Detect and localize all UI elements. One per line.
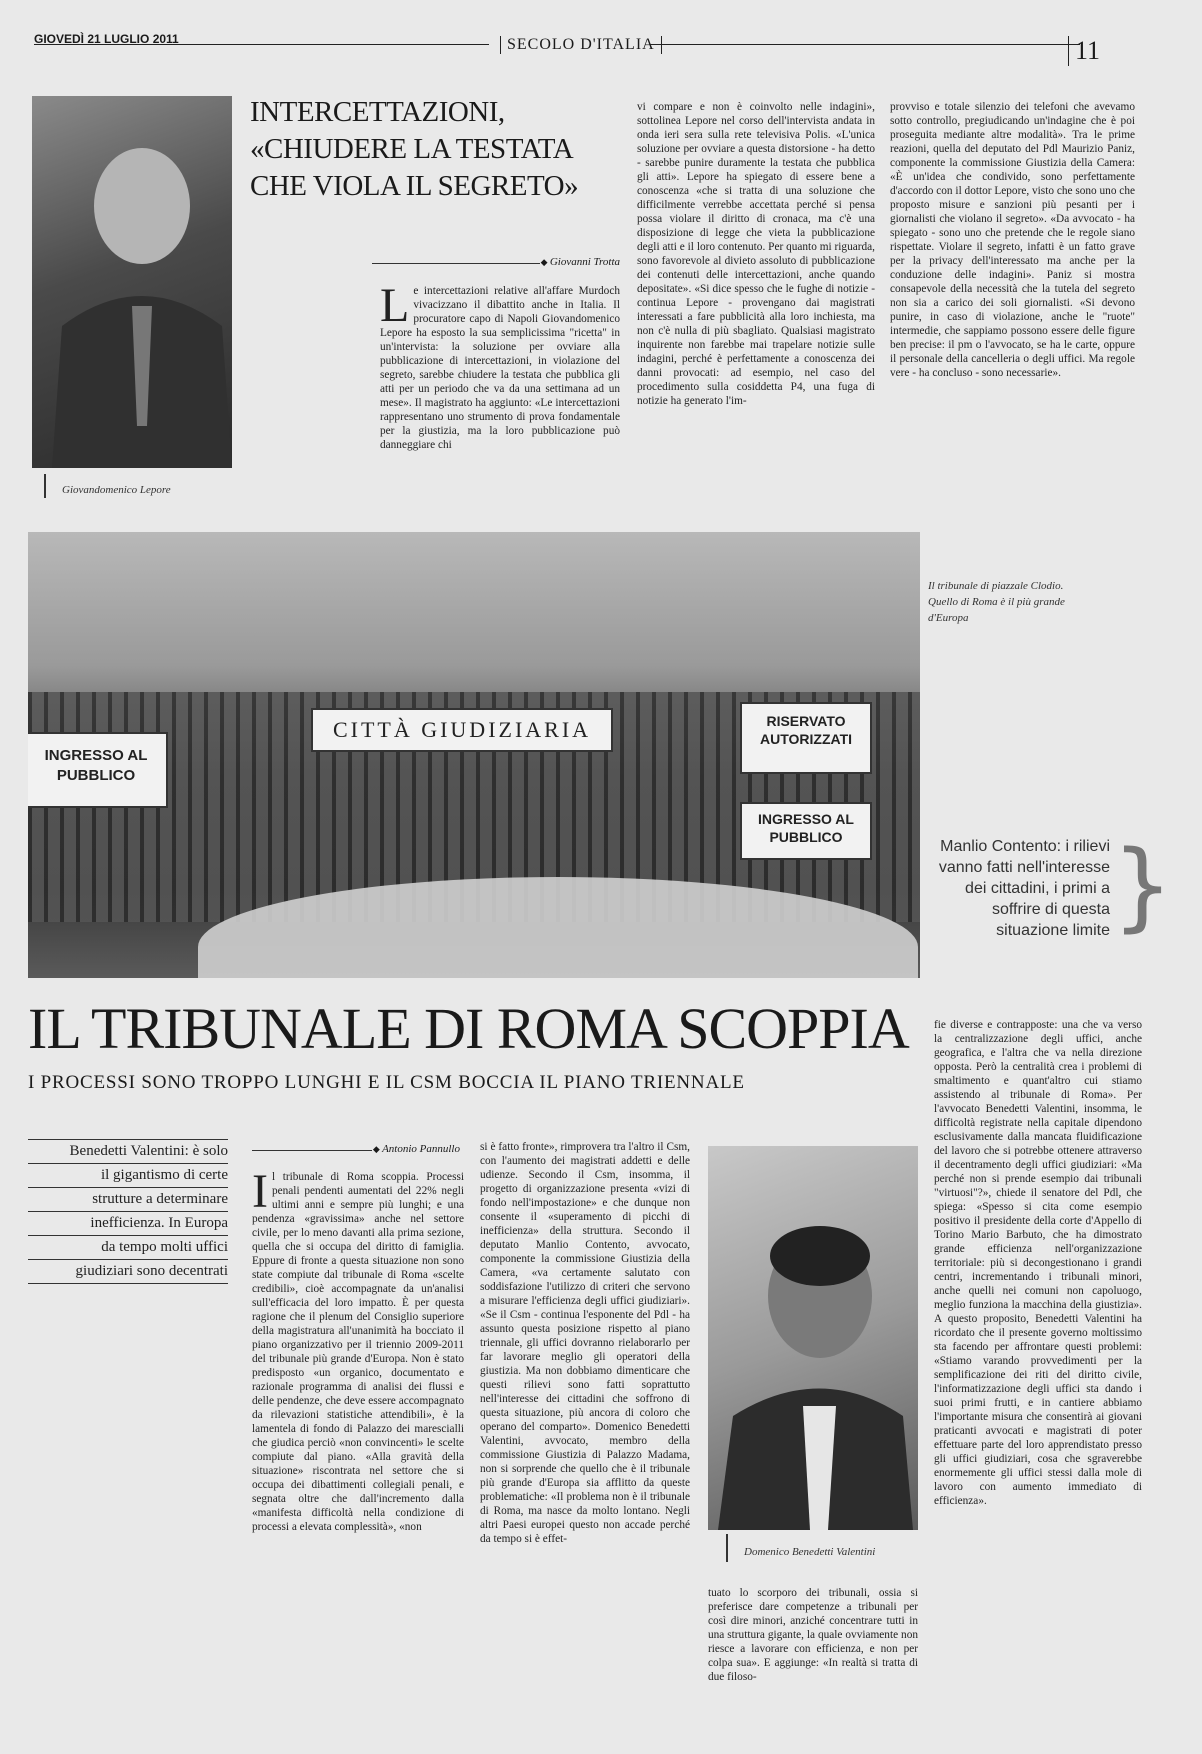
article2-subheadline: I PROCESSI SONO TROPPO LUNGHI E IL CSM BOCCIA IL PIANO TRIENNALE: [28, 1072, 745, 1093]
issue-date: GIOVEDÌ 21 LUGLIO 2011: [34, 32, 179, 46]
article2-col1-text: l tribunale di Roma scoppia. Processi penali pendenti aumentati del 22% negli ultimi anni e sempre più lunghi; e una pendenza «gravissima» anche nel settore civile, per lo meno davanti alla prima sezione, quella che si occupa del diritto di famiglia. Eppure di fronte a questa situazione non sono state compiute dal tribunale di Roma «scelte credibili», cioè accompagnate da un'analisi sull'efficacia del loro impatto. È per questa ragione che il plenum del Consiglio superiore della magistratura all'unanimità ha bocciato il piano organizzativo per il triennio 2009-2011 del tribunale più grande d'Europa. Non è stato predisposto «un organico, documentato e razionale programma di analisi dei flussi e delle pendenze, che deve essere accompagnato da rilevazioni statistiche attendibili», è la lamentela di fondo di Palazzo dei marescialli che giudica perciò «non convincenti» le scelte compiute dal piano. «Alla gravità della situazione» riscontrata nel settore che si occupa dei dibattimenti collegiali penali, e segnata oltre che dall'incremento dalla «manifesta difficoltà nella condizione di processi a elevata complessità», «non: [252, 1171, 464, 1533]
photo-caption-lepore: Giovandomenico Lepore: [62, 484, 171, 496]
article1-col2: [637, 100, 875, 506]
photo-caption-rule: [726, 1534, 728, 1562]
pullquote-line: giudiziari sono decentrati: [28, 1260, 228, 1284]
photo-caption-rule: [44, 474, 46, 498]
header-rule-left: [34, 44, 489, 45]
article2-byline: ◆ Antonio Pannullo: [330, 1143, 460, 1155]
article2-col2-text: si è fatto fronte», rimprovera tra l'altro il Csm, con l'aumento dei magistrati addetti e delle udienze. Secondo il Csm, insomma, il progetto di organizzazione presenta «vizi di fondo nell'impostazione» e che dunque non consente il «superamento di picchi di inefficienza» della struttura. Secondo il deputato Manlio Contento, avvocato, componente la commissione Giustizia della Camera, «va certamente salutato con soddisfazione l'utilizzo di criteri che servono a misurare l'efficienza degli uffici giudiziari». «Se il Csm - continua l'esponente del Pdl - ha assunto questa posizione rispetto al piano triennale, gli uffici dovranno rielaborarlo per far lavorare meglio gli operatori della giustizia. Ma non dobbiamo dimenticare che questi rilievi sono fatti soprattutto nell'interesse dei cittadini che soffrono di questa situazione, più ancora di coloro che operano del comparto». Domenico Benedetti Valentini, avvocato, membro della commissione Giustizia di Palazzo Madama, non si sorprende che quello che è il tribunale più grande d'Europa sia afflitto da queste problematiche: «Il problema non è il tribunale di Roma, ma nasce da molto lontano. Negli altri Paesi europei questo non accade perché da tempo si è effet-: [480, 1141, 690, 1545]
article2-pullquote: [28, 1139, 228, 1284]
sign-riservato: RISERVATO AUTORIZZATI: [740, 702, 872, 774]
page-number: 11: [1068, 36, 1100, 66]
article2-col3-text: tuato lo scorporo dei tribunali, ossia si preferisce dare competenze a tribunali per così dire minori, anziché concentrare tutti in una struttura gigante, la quale ovviamente non riesce a lavorare con efficienza, e non per colpa sua». E aggiunge: «In realtà si tratta di due filoso-: [708, 1587, 918, 1683]
article2-col4: [934, 1018, 1142, 1746]
article2-col2: [480, 1140, 690, 1746]
portrait-illustration: [32, 96, 232, 468]
photo-caption-benedetti: Domenico Benedetti Valentini: [744, 1546, 876, 1558]
pullquote-line: strutture a determinare: [28, 1188, 228, 1212]
pullquote-line: Benedetti Valentini: è solo: [28, 1139, 228, 1164]
article1-col3: [890, 100, 1135, 506]
byline-rule: [372, 263, 540, 264]
article1-col2-text: vi compare e non è coinvolto nelle indagini», sottolinea Lepore nel corso dell'intervista andata in onda ieri sera sulla rete televisiva Polis. «L'unica soluzione per ovviare a questa distorsione - ha detto - sarebbe punire duramente la testata che pubblica gli atti». Lepore ha spiegato di essere bene a conoscenza «che si tratta di una soluzione che difficilmente verrebbe accettata perché si pensa possa violare il diritto di cronaca, ma c'è una disposizione di legge che vieta la pubblicazione degli atti e il loro contenuto. Per quanto mi riguarda, sono favorevole al divieto assoluto di pubblicazione dei contenuti delle intercettazioni, anche quando depositate». «Si dice spesso che le fughe di notizie - continua Lepore - provengano dai magistrati interessati a fare pubblicità alla loro inchiesta, ma non c'è nulla di più sbagliato. Qualsiasi magistrato inquirente non farebbe mai trapelare notizie sulle indagini, perché è perfettamente a conoscenza dei danni provocati: ad esempio, nel caso del procedimento sulla cosiddetta P4, una fuga di notizie ha generato l'im-: [637, 101, 875, 407]
portrait-illustration: [708, 1146, 918, 1530]
photo-tribunale: [28, 532, 920, 978]
newspaper-name: SECOLO D'ITALIA: [500, 36, 662, 54]
sign-ingresso-left: INGRESSO AL PUBBLICO: [28, 732, 168, 808]
photo-lepore: [32, 96, 232, 468]
pullquote-line: il gigantismo di certe: [28, 1164, 228, 1188]
dropcap: I: [252, 1170, 268, 1218]
article2-col1: [252, 1170, 464, 1746]
article1-headline: INTERCETTAZIONI, «CHIUDERE LA TESTATA CHE VIOLA IL SEGRETO»: [250, 96, 579, 202]
sign-citta-giudiziaria: CITTÀ GIUDIZIARIA: [311, 708, 613, 752]
pullquote-line: inefficienza. In Europa: [28, 1212, 228, 1236]
article2-col3: [708, 1586, 918, 1746]
article2-col4-text: fie diverse e contrapposte: una che va verso la centralizzazione degli uffici, anche geografica, e l'altra che va nella direzione opposta. Però la centralità crea i problemi di smaltimento e quant'altro cui stiamo assistendo al tribunale di Roma». Per l'avvocato Benedetti Valentini, insomma, le difficoltà registrate nella capitale dipendono esclusivamente dalla mancata fluidificazione del lavoro che si potrebbe ottenere attraverso il decentramento degli uffici giudiziari: «Ma perché non si prende esempio dai tribunali "virtuosi"?», chiede il senatore del Pdl, che spiega: «Spesso si cita come esempio positivo il presidente della corte d'Appello di Torino Mario Barbuto, che ha dimostrato grande efficienza nell'organizzazione territoriale: più si decongestionano i grandi centri, incrementando i tribunali minori, anche quelli nei comuni non capoluogo, meglio funziona la macchina della giustizia». A questo proposito, Benedetti Valentini ha ricordato che il presente governo moltissimo sta facendo per affrontare questi problemi: «Stiamo varando provvedimenti per la semplificazione dei riti del diritto civile, l'informatizzazione degli uffici sta dando i suoi primi frutti, e in cantiere abbiamo l'importante misura che consentirà ai giovani praticanti avvocati e magistrati di poter effettuare parte del loro apprendistato presso gli uffici giudiziari, cosa che sgraverebbe enormemente gli uffici stessi dalla mole di lavoro con aumento immediato di efficienza».: [934, 1019, 1142, 1507]
header-rule-right: [650, 44, 1080, 45]
dropcap: L: [380, 284, 410, 332]
photo-caption-tribunale: Il tribunale di piazzale Clodio. Quello di Roma è il più grande d'Europa: [928, 580, 1065, 624]
brace-ornament: }: [1112, 830, 1174, 942]
sign-ingresso-right: INGRESSO AL PUBBLICO: [740, 802, 872, 860]
article1-col3-text: provviso e totale silenzio dei telefoni che avevamo sotto controllo, pregiudicando un'indagine che è poi proseguita mediante altre modalità». Tra le prime reazioni, quella del deputato del Pdl Maurizio Paniz, componente la commissione Giustizia della Camera: «È un'idea che condivido, sono perfettamente d'accordo con il dottor Lepore, visto che sono uno che proposto misure e sanzioni più pesanti per i giornalisti che violano il segreto». «Da avvocato - ha spiegato - sono uno che pretende che le regole siano rispettate. Violare il segreto, infatti è un fatto grave per la privacy dell'interessato ma anche per la conduzione delle indagini». Paniz si mostra consapevole della necessità che la tutela del segreto non sia a carico dei soli giornalisti. «Si devono punire, in caso di violazione, anche le "ruote" intermedie, che sappiamo possono essere delle figure ben precise: il pm o l'avvocato, se ha le carte, oppure il personale della cancelleria o degli uffici. Ma regole vere - ha concluso - sono necessarie».: [890, 101, 1135, 379]
pullquote-line: da tempo molti uffici: [28, 1236, 228, 1260]
article1-col1-text: e intercettazioni relative all'affare Murdoch vivacizzano il dibattito anche in Italia. Il procuratore capo di Napoli Giovandomenico Lepore ha esposto la sua semplicissima "ricetta" in un'intervista: la soluzione per ovviare alla pubblicazione di intercettazioni, in violazione del segreto, sarebbe chiudere la testata che pubblica gli atti per un periodo che va da una settimana ad un mese». Il magistrato ha aggiunto: «Le intercettazioni rappresentano uno strumento di prova fondamentale per la giustizia, ma la loro pubblicazione può danneggiare chi: [380, 285, 620, 451]
side-pullquote: Manlio Contento: i rilievi vanno fatti nell'interesse dei cittadini, i primi a soffrire di questa situazione limite: [938, 838, 1110, 939]
article2-headline: IL TRIBUNALE DI ROMA SCOPPIA: [28, 996, 909, 1061]
photo-benedetti-valentini: [708, 1146, 918, 1530]
article1-col1: [380, 284, 620, 506]
article1-byline: ◆ Giovanni Trotta: [520, 256, 620, 268]
